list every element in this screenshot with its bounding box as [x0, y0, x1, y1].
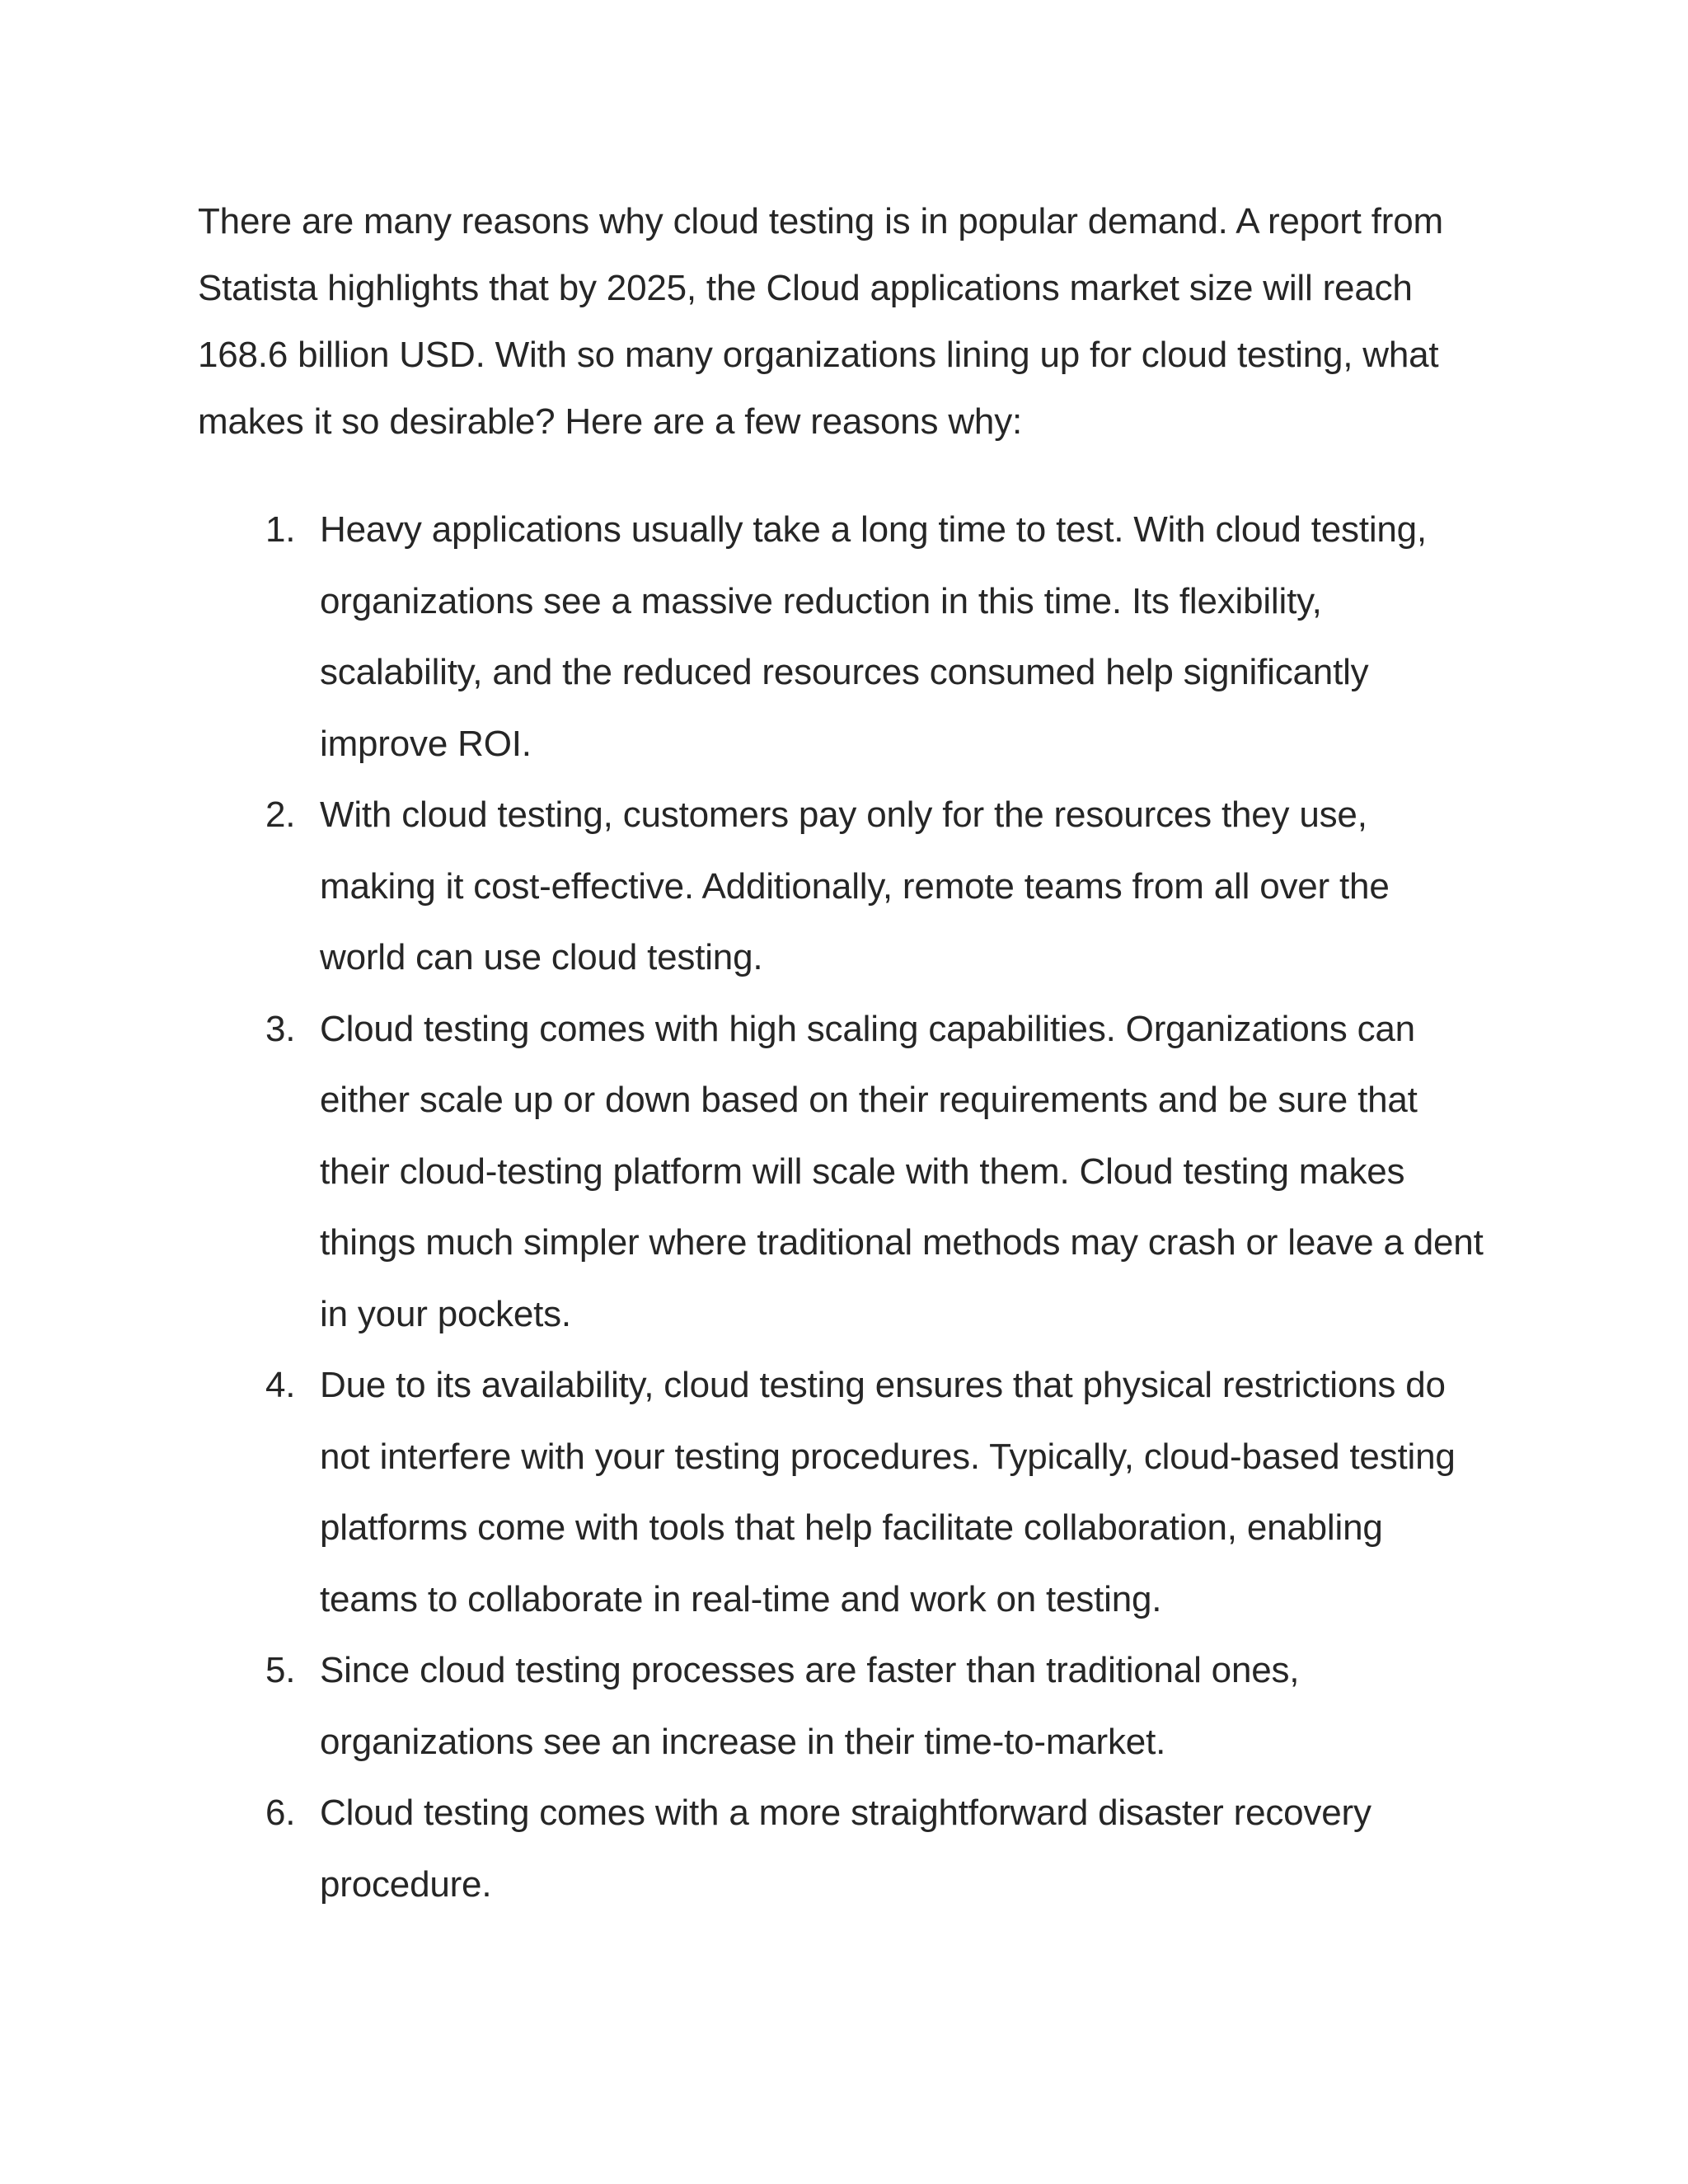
list-item-text: Heavy applications usually take a long time to test. With cloud testing, organizations see a massive reduction in this time. Its flexibility, scalability, and the reduced resources consumed help significantly improve ROI. — [320, 509, 1427, 764]
list-item — [198, 780, 1484, 994]
list-item — [198, 494, 1484, 780]
list-item-text: Due to its availability, cloud testing ensures that physical restrictions do not interfere with your testing procedures. Typically, cloud-based testing platforms come with tools that help facilitate collaboration, enabling teams to collaborate in real-time and work on testing. — [320, 1365, 1456, 1619]
list-item-text: Cloud testing comes with a more straightforward disaster recovery procedure. — [320, 1793, 1372, 1905]
list-item-number: 6. — [265, 1793, 296, 1833]
list-item-number: 3. — [265, 1008, 296, 1049]
list-item-number: 5. — [265, 1650, 296, 1690]
list-item-number: 4. — [265, 1365, 296, 1405]
list-item — [198, 994, 1484, 1351]
list-item-text: Cloud testing comes with high scaling capabilities. Organizations can either scale up or down based on their requirements and be sure that their cloud-testing platform will scale with them. Cloud testing makes things much simpler where traditional methods may crash or leave a dent in your pockets. — [320, 1008, 1484, 1334]
list-item — [198, 1350, 1484, 1635]
list-item — [198, 1635, 1484, 1778]
intro-paragraph: There are many reasons why cloud testing is in popular demand. A report from Statista highlights that by 2025, the Cloud applications market size will reach 168.6 billion USD. With so many organizations lining up for cloud testing, what makes it so desirable? Here are a few reasons why: — [198, 201, 1443, 442]
list-item-number: 1. — [265, 509, 296, 550]
list-item-text: Since cloud testing processes are faster than traditional ones, organizations see an increase in their time-to-market. — [320, 1650, 1300, 1762]
list-item-number: 2. — [265, 794, 296, 835]
reasons-list — [198, 494, 1484, 1920]
list-item-text: With cloud testing, customers pay only for the resources they use, making it cost-effective. Additionally, remote teams from all over the world can use cloud testing. — [320, 794, 1390, 977]
list-item — [198, 1778, 1484, 1920]
